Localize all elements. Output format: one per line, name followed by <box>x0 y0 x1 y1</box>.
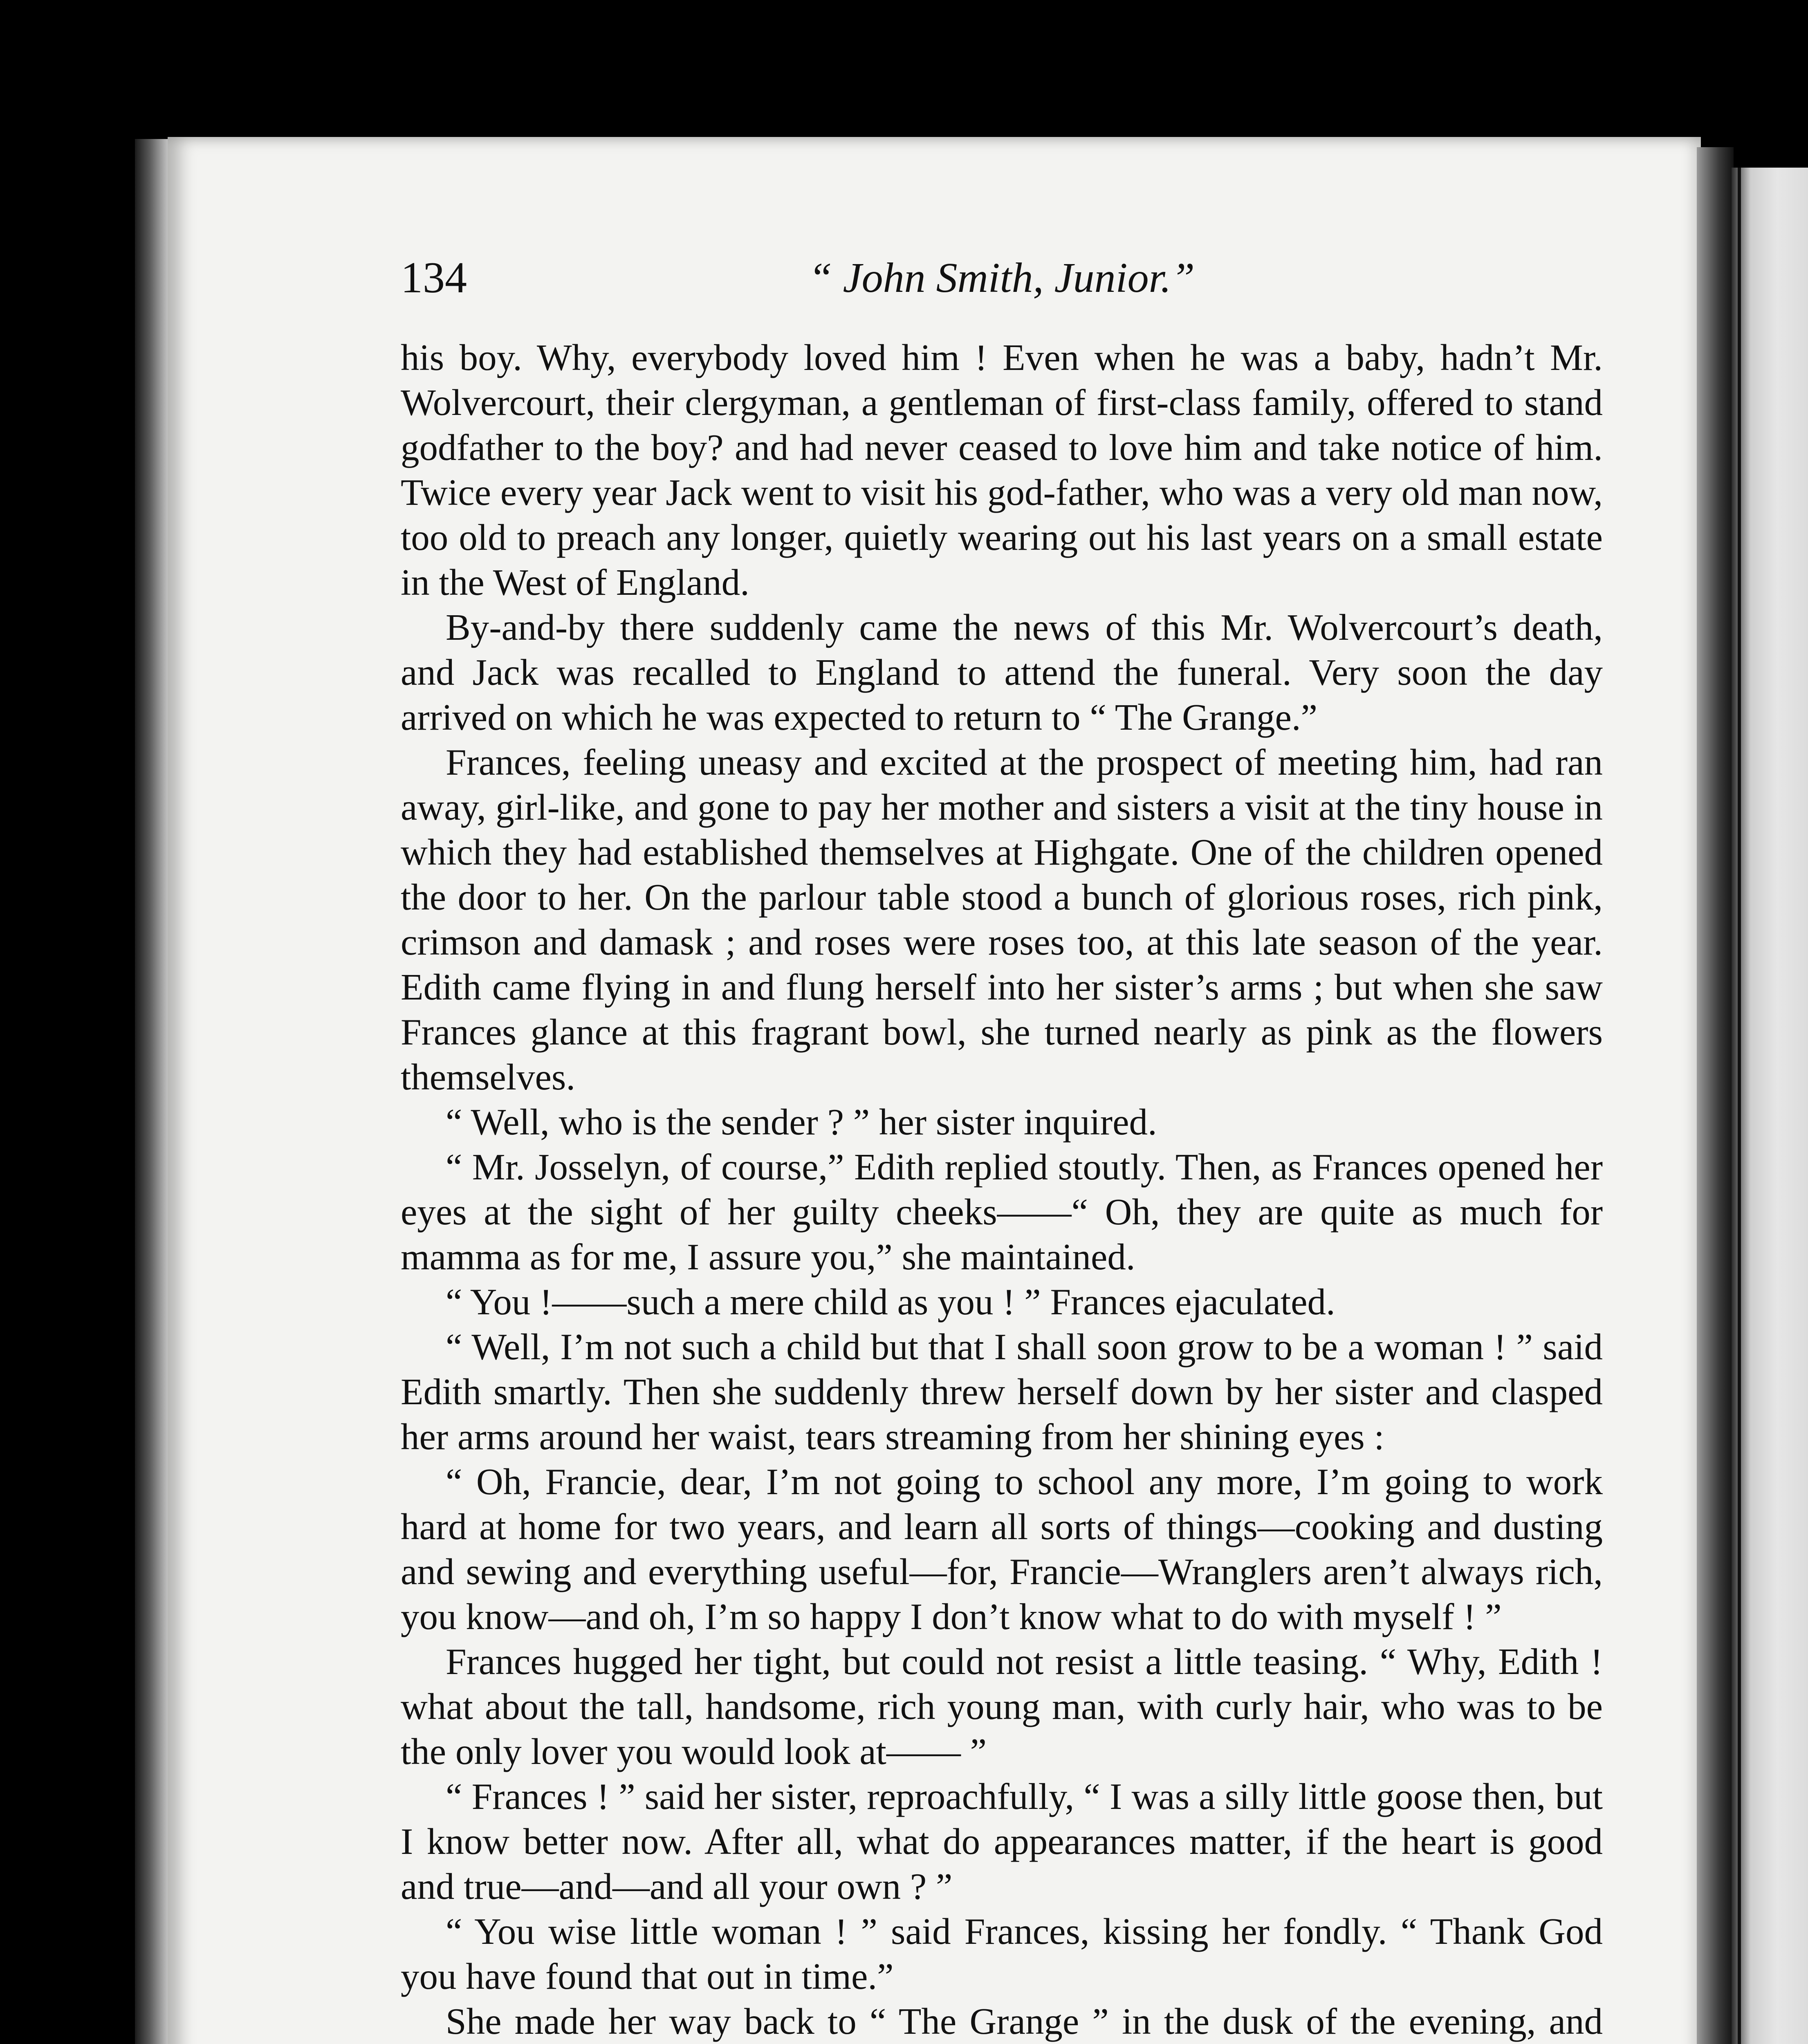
left-page-edge <box>135 139 172 2044</box>
paragraph: “ Oh, Francie, dear, I’m not going to school any more, I’m going to work hard at home for two years, and learn all sorts of things—cooking and dusting and sewing and everything useful—for, Francie—Wranglers aren’t always rich, you know—and oh, I’m so happy I don’t know what to do with myself ! ” <box>401 1461 1603 1637</box>
paragraph: “ Well, I’m not such a child but that I shall soon grow to be a woman ! ” said Edith smartly. Then she suddenly threw herself down by her sister and clasped her arms around her waist, tears streaming from her shining eyes : <box>401 1326 1603 1457</box>
paragraph: Frances, feeling uneasy and excited at the prospect of meeting him, had ran away, girl-like, and gone to pay her mother and sisters a visit at the tiny house in which they had established themselves at Highgate. One of the children opened the door to her. On the parlour table stood a bunch of glorious roses, rich pink, crimson and damask ; and roses were roses too, at this late season of the year. Edith came flying in and flung herself into her sister’s arms ; but when she saw Frances glance at this fragrant bowl, she turned nearly as pink as the flowers themselves. <box>401 742 1603 1098</box>
running-title: “ John Smith, Junior.” <box>808 254 1195 301</box>
page-number: 134 <box>401 253 467 302</box>
body-text <box>401 335 1603 2044</box>
page-header <box>401 245 1603 311</box>
paragraph: Frances hugged her tight, but could not resist a little teasing. “ Why, Edith ! what about the tall, handsome, rich young man, with curly hair, who was to be the only lover you would look at—— ” <box>401 1641 1603 1772</box>
paragraph: “ Mr. Josselyn, of course,” Edith replied stoutly. Then, as Frances opened her eyes at the sight of her guilty cheeks——“ Oh, they are quite as much for mamma as for me, I assure you,” she maintained. <box>401 1146 1603 1278</box>
page-gutter <box>1697 147 1734 2044</box>
next-page-edge-line <box>1738 168 1741 2044</box>
next-page-sliver <box>1732 168 1808 2044</box>
paragraph: his boy. Why, everybody loved him ! Even when he was a baby, hadn’t Mr. Wolvercourt, their clergyman, a gentleman of first-class family, offered to stand godfather to the boy? and had never ceased to love him and take notice of him. Twice every year Jack went to visit his god-father, who was a very old man now, too old to preach any longer, quietly wearing out his last years on a small estate in the West of England. <box>401 337 1603 603</box>
paragraph: “ Frances ! ” said her sister, reproachfully, “ I was a silly little goose then, but I know better now. After all, what do appearances matter, if the heart is good and true—and—and all your own ? ” <box>401 1776 1603 1907</box>
paragraph: “ You wise little woman ! ” said Frances, kissing her fondly. “ Thank God you have found that out in time.” <box>401 1911 1603 1997</box>
paragraph: “ Well, who is the sender ? ” her sister inquired. <box>446 1101 1157 1143</box>
paragraph: By-and-by there suddenly came the news of this Mr. Wolvercourt’s death, and Jack was recalled to England to attend the funeral. Very soon the day arrived on which he was expected to return to “ The Grange.” <box>401 607 1603 738</box>
paragraph: “ You !——such a mere child as you ! ” Frances ejaculated. <box>446 1281 1335 1322</box>
paragraph: She made her way back to “ The Grange ” in the dusk of the evening, and <box>446 2001 1603 2042</box>
